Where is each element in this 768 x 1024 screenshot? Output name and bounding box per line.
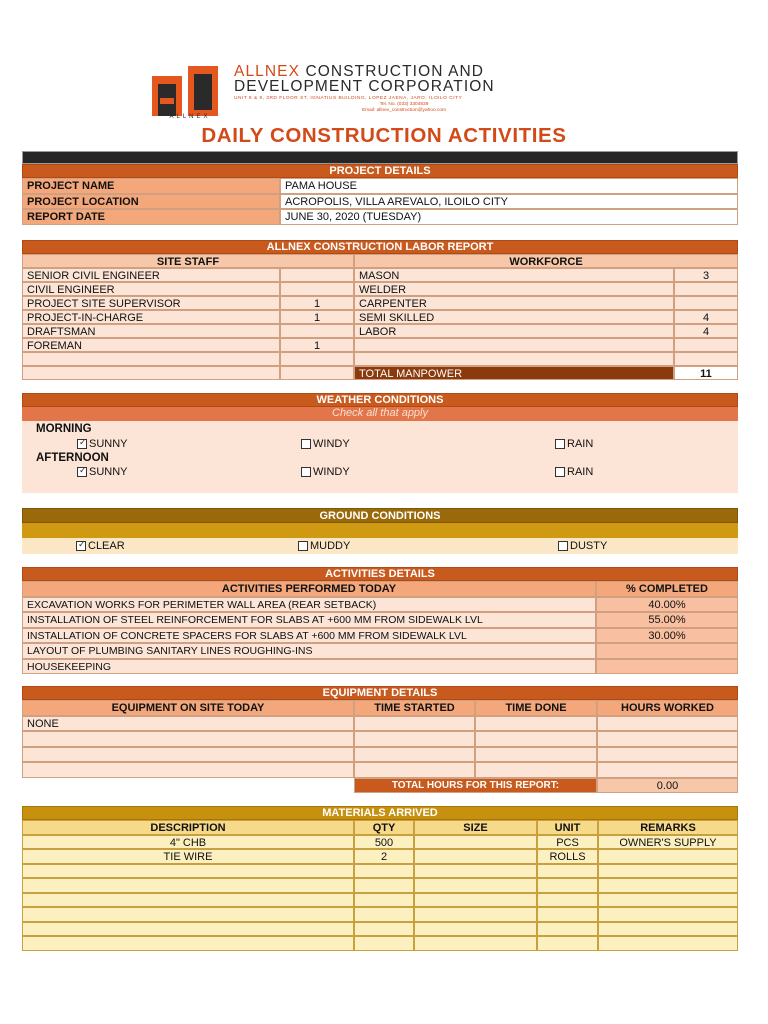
labor-column-headers	[22, 254, 738, 268]
materials-column-headers	[22, 820, 738, 835]
material-unit[interactable]: PCS	[537, 835, 598, 850]
staff-count[interactable]: 1	[280, 310, 354, 324]
afternoon-label: AFTERNOON	[36, 452, 109, 464]
staff-count[interactable]: 1	[280, 338, 354, 352]
workforce-role: CARPENTER	[354, 296, 674, 310]
workforce-role	[354, 338, 674, 352]
remarks-header: REMARKS	[598, 820, 738, 835]
project-name-label: PROJECT NAME	[22, 178, 280, 194]
total-hours-value: 0.00	[597, 778, 738, 794]
material-description[interactable]	[22, 878, 354, 893]
time-done[interactable]	[475, 747, 597, 763]
ground-header: GROUND CONDITIONS	[22, 508, 738, 523]
equipment-name[interactable]	[22, 762, 354, 778]
staff-role: FOREMAN	[22, 338, 280, 352]
hours-worked[interactable]	[597, 731, 738, 747]
time-done-header: TIME DONE	[475, 700, 597, 716]
material-qty[interactable]	[354, 936, 414, 951]
time-started-header: TIME STARTED	[354, 700, 475, 716]
page-title: DAILY CONSTRUCTION ACTIVITIES	[201, 124, 567, 147]
activity-pct-completed[interactable]: 30.00%	[596, 628, 738, 644]
project-row	[22, 209, 738, 225]
workforce-count[interactable]	[674, 282, 738, 296]
afternoon-sunny-label: SUNNY	[89, 466, 128, 478]
material-size[interactable]	[414, 907, 537, 922]
empty-cell	[22, 366, 280, 380]
material-remarks[interactable]	[598, 922, 738, 937]
workforce-role: MASON	[354, 268, 674, 282]
afternoon-sunny-option[interactable]	[77, 466, 128, 478]
material-qty[interactable]: 500	[354, 835, 414, 850]
total-manpower-label: TOTAL MANPOWER	[354, 366, 674, 380]
materials-section	[22, 806, 738, 951]
staff-count[interactable]: 1	[280, 296, 354, 310]
staff-role: CIVIL ENGINEER	[22, 282, 280, 296]
logo-text: ALLNEX	[169, 114, 211, 120]
total-hours-row	[22, 778, 738, 794]
hours-worked[interactable]	[597, 762, 738, 778]
afternoon-windy-option[interactable]	[301, 466, 350, 478]
workforce-count[interactable]	[674, 352, 738, 366]
spacer	[22, 778, 354, 794]
ground-muddy-checkbox[interactable]	[298, 541, 308, 551]
morning-sunny-checkbox[interactable]	[77, 439, 87, 449]
activity-description[interactable]: EXCAVATION WORKS FOR PERIMETER WALL AREA (REAR SETBACK)	[22, 597, 596, 613]
staff-role	[22, 352, 280, 366]
workforce-count[interactable]	[674, 296, 738, 310]
staff-role: PROJECT SITE SUPERVISOR	[22, 296, 280, 310]
material-row	[22, 907, 738, 922]
equipment-row	[22, 747, 738, 763]
time-started[interactable]	[354, 731, 475, 747]
material-unit[interactable]	[537, 893, 598, 908]
material-remarks[interactable]	[598, 864, 738, 879]
total-manpower-row	[22, 366, 738, 380]
material-size[interactable]	[414, 936, 537, 951]
material-unit[interactable]	[537, 864, 598, 879]
company-name-line1: ALLNEX CONSTRUCTION AND	[234, 63, 485, 80]
description-header: DESCRIPTION	[22, 820, 354, 835]
qty-header: QTY	[354, 820, 414, 835]
morning-label: MORNING	[36, 423, 92, 435]
activity-row	[22, 628, 738, 644]
material-remarks[interactable]	[598, 878, 738, 893]
workforce-role: LABOR	[354, 324, 674, 338]
activities-column-headers	[22, 581, 738, 597]
material-description[interactable]: 4" CHB	[22, 835, 354, 850]
equipment-row	[22, 731, 738, 747]
labor-row	[22, 310, 738, 324]
ground-dusty-option[interactable]	[558, 540, 607, 552]
company-email: Email: allnex_construction@yahoo.com	[361, 108, 447, 113]
workforce-count[interactable]: 4	[674, 324, 738, 338]
workforce-count[interactable]: 3	[674, 268, 738, 282]
project-details-section	[22, 151, 738, 225]
afternoon-windy-checkbox[interactable]	[301, 467, 311, 477]
dark-bar	[22, 151, 738, 164]
material-description[interactable]	[22, 936, 354, 951]
company-name-line2: DEVELOPMENT CORPORATION	[234, 78, 495, 95]
company-tel: Tel. No. (033) 3304839	[379, 102, 429, 107]
workforce-count[interactable]	[674, 338, 738, 352]
material-size[interactable]	[414, 893, 537, 908]
material-size[interactable]	[414, 878, 537, 893]
materials-header: MATERIALS ARRIVED	[22, 806, 738, 820]
total-manpower-value: 11	[674, 366, 738, 380]
ground-body	[22, 538, 738, 554]
staff-role: DRAFTSMAN	[22, 324, 280, 338]
labor-row	[22, 268, 738, 282]
material-remarks[interactable]	[598, 907, 738, 922]
equipment-row	[22, 716, 738, 732]
equipment-name[interactable]	[22, 731, 354, 747]
material-unit[interactable]	[537, 936, 598, 951]
ground-section	[22, 508, 738, 554]
equipment-header: EQUIPMENT DETAILS	[22, 686, 738, 700]
ground-clear-option[interactable]	[76, 540, 125, 552]
workforce-count[interactable]: 4	[674, 310, 738, 324]
total-hours-label: TOTAL HOURS FOR THIS REPORT:	[354, 778, 597, 794]
project-location-label: PROJECT LOCATION	[22, 194, 280, 210]
ground-dusty-checkbox[interactable]	[558, 541, 568, 551]
activity-description[interactable]: INSTALLATION OF CONCRETE SPACERS FOR SLABS AT +600 MM FROM SIDEWALK LVL	[22, 628, 596, 644]
material-unit[interactable]	[537, 922, 598, 937]
material-size[interactable]	[414, 864, 537, 879]
time-started[interactable]	[354, 747, 475, 763]
labor-row	[22, 352, 738, 366]
project-location-value[interactable]: ACROPOLIS, VILLA AREVALO, ILOILO CITY	[280, 194, 738, 210]
ground-muddy-label: MUDDY	[310, 540, 351, 552]
time-done[interactable]	[475, 762, 597, 778]
activity-description[interactable]: INSTALLATION OF STEEL REINFORCEMENT FOR SLABS AT +600 MM FROM SIDEWALK LVL	[22, 612, 596, 628]
material-description[interactable]	[22, 893, 354, 908]
activity-description[interactable]: HOUSEKEEPING	[22, 659, 596, 675]
ground-clear-checkbox[interactable]	[76, 541, 86, 551]
empty-cell	[280, 366, 354, 380]
material-row	[22, 922, 738, 937]
morning-rain-option[interactable]	[555, 438, 593, 450]
ground-dusty-label: DUSTY	[570, 540, 608, 552]
staff-role: SENIOR CIVIL ENGINEER	[22, 268, 280, 282]
activities-section	[22, 567, 738, 674]
time-done[interactable]	[475, 716, 597, 732]
pct-completed-header: % COMPLETED	[596, 581, 738, 597]
activity-pct-completed[interactable]: 40.00%	[596, 597, 738, 613]
material-description[interactable]	[22, 864, 354, 879]
labor-report-header: ALLNEX CONSTRUCTION LABOR REPORT	[22, 240, 738, 254]
equipment-section	[22, 686, 738, 793]
material-remarks[interactable]	[598, 849, 738, 864]
labor-row	[22, 338, 738, 352]
material-row	[22, 835, 738, 850]
material-row	[22, 893, 738, 908]
material-row	[22, 864, 738, 879]
activities-col-header: ACTIVITIES PERFORMED TODAY	[22, 581, 596, 597]
time-started[interactable]	[354, 762, 475, 778]
material-qty[interactable]	[354, 907, 414, 922]
ground-subbar	[22, 523, 738, 538]
company-logo	[150, 62, 230, 124]
site-staff-header: SITE STAFF	[22, 254, 354, 268]
workforce-role: SEMI SKILLED	[354, 310, 674, 324]
report-date-label: REPORT DATE	[22, 209, 280, 225]
material-remarks[interactable]	[598, 936, 738, 951]
staff-count[interactable]	[280, 282, 354, 296]
unit-header: UNIT	[537, 820, 598, 835]
material-size[interactable]	[414, 835, 537, 850]
project-row	[22, 194, 738, 210]
material-description[interactable]	[22, 907, 354, 922]
workforce-header: WORKFORCE	[354, 254, 738, 268]
size-header: SIZE	[414, 820, 537, 835]
material-unit[interactable]: ROLLS	[537, 849, 598, 864]
activity-row	[22, 597, 738, 613]
ground-muddy-option[interactable]	[298, 540, 350, 552]
workforce-role: WELDER	[354, 282, 674, 296]
morning-rain-label: RAIN	[567, 438, 594, 450]
labor-row	[22, 282, 738, 296]
weather-header: WEATHER CONDITIONS	[22, 393, 738, 407]
afternoon-rain-option[interactable]	[555, 466, 593, 478]
morning-windy-checkbox[interactable]	[301, 439, 311, 449]
equipment-name[interactable]	[22, 747, 354, 763]
morning-windy-option[interactable]	[301, 438, 350, 450]
material-row	[22, 936, 738, 951]
ground-clear-label: CLEAR	[88, 540, 125, 552]
material-remarks[interactable]: OWNER'S SUPPLY	[598, 835, 738, 850]
material-row	[22, 878, 738, 893]
material-size[interactable]	[414, 849, 537, 864]
equipment-column-headers	[22, 700, 738, 716]
workforce-role	[354, 352, 674, 366]
weather-body	[22, 421, 738, 493]
activity-pct-completed[interactable]: 55.00%	[596, 612, 738, 628]
material-qty[interactable]	[354, 893, 414, 908]
activity-row	[22, 643, 738, 659]
weather-subheader: Check all that apply	[22, 407, 738, 421]
morning-sunny-label: SUNNY	[89, 438, 128, 450]
material-qty[interactable]: 2	[354, 849, 414, 864]
weather-section	[22, 393, 738, 494]
hours-worked[interactable]	[597, 716, 738, 732]
time-done[interactable]	[475, 731, 597, 747]
morning-windy-label: WINDY	[313, 438, 350, 450]
afternoon-sunny-checkbox[interactable]	[77, 467, 87, 477]
project-name-value[interactable]: PAMA HOUSE	[280, 178, 738, 194]
material-qty[interactable]	[354, 922, 414, 937]
afternoon-rain-label: RAIN	[567, 466, 594, 478]
material-row	[22, 849, 738, 864]
afternoon-rain-checkbox[interactable]	[555, 467, 565, 477]
time-started[interactable]	[354, 716, 475, 732]
morning-rain-checkbox[interactable]	[555, 439, 565, 449]
material-qty[interactable]	[354, 864, 414, 879]
activity-description[interactable]: LAYOUT OF PLUMBING SANITARY LINES ROUGHING-INS	[22, 643, 596, 659]
labor-report-section	[22, 240, 738, 380]
staff-count[interactable]	[280, 352, 354, 366]
hours-worked[interactable]	[597, 747, 738, 763]
equipment-row	[22, 762, 738, 778]
material-qty[interactable]	[354, 878, 414, 893]
staff-role: PROJECT-IN-CHARGE	[22, 310, 280, 324]
activity-row	[22, 612, 738, 628]
equipment-col-header: EQUIPMENT ON SITE TODAY	[22, 700, 354, 716]
afternoon-windy-label: WINDY	[313, 466, 350, 478]
morning-sunny-option[interactable]	[77, 438, 128, 450]
project-row	[22, 178, 738, 194]
material-remarks[interactable]	[598, 893, 738, 908]
material-unit[interactable]	[537, 878, 598, 893]
activities-header: ACTIVITIES DETAILS	[22, 567, 738, 581]
material-description[interactable]	[22, 922, 354, 937]
equipment-name[interactable]: NONE	[22, 716, 354, 732]
project-details-header: PROJECT DETAILS	[22, 164, 738, 178]
activity-row	[22, 659, 738, 675]
activity-pct-completed[interactable]	[596, 659, 738, 675]
report-date-value[interactable]: JUNE 30, 2020 (TUESDAY)	[280, 209, 738, 225]
material-description[interactable]: TIE WIRE	[22, 849, 354, 864]
company-address: UNIT 8 & 9, 3RD FLOOR ST. IGNATIUS BUILDING, LOPEZ JAENA, JARO, ILOILO CITY	[234, 96, 463, 101]
material-size[interactable]	[414, 922, 537, 937]
hours-worked-header: HOURS WORKED	[597, 700, 738, 716]
company-block	[234, 64, 594, 114]
labor-row	[22, 324, 738, 338]
material-unit[interactable]	[537, 907, 598, 922]
staff-count[interactable]	[280, 268, 354, 282]
staff-count[interactable]	[280, 324, 354, 338]
labor-row	[22, 296, 738, 310]
activity-pct-completed[interactable]	[596, 643, 738, 659]
